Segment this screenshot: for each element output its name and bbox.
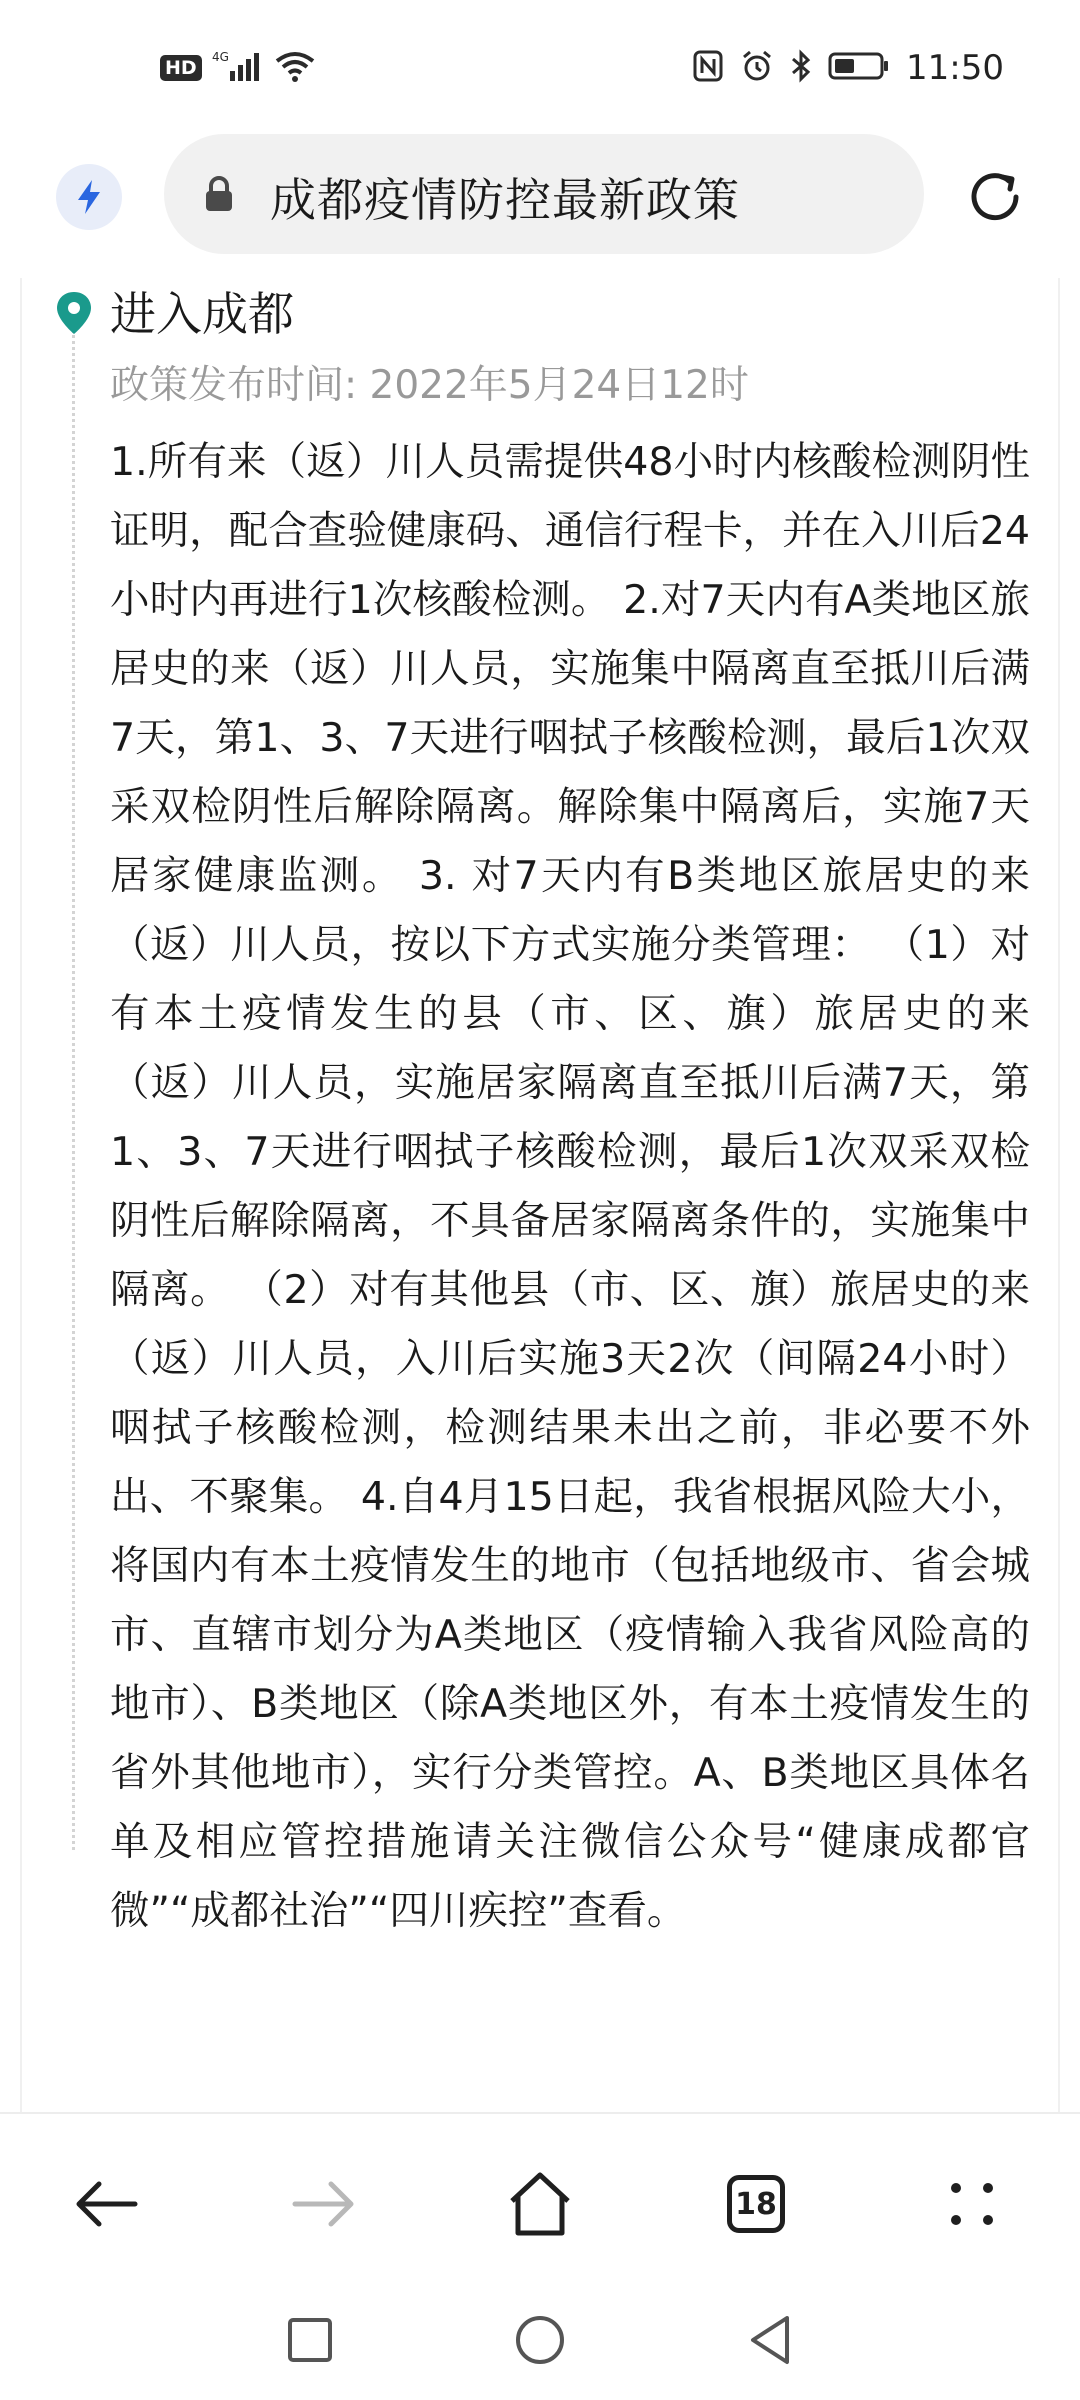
bluetooth-icon <box>790 49 812 87</box>
timeline-line <box>72 330 75 1850</box>
location-pin-icon <box>54 290 94 336</box>
square-icon <box>285 2315 335 2365</box>
reload-button[interactable] <box>962 164 1028 230</box>
arrow-right-icon <box>289 2174 359 2234</box>
clock: 11:50 <box>906 48 1004 88</box>
home-nav-button[interactable] <box>510 2310 570 2370</box>
status-left <box>160 50 316 86</box>
system-nav-bar <box>0 2282 1080 2400</box>
policy-body-text: 1.所有来（返）川人员需提供48小时内核酸检测阴性证明，配合查验健康码、通信行程卡，并在入川后24小时内再进行1次核酸检测。 2.对7天内有A类地区旅居史的来（返）川人员，实施集中隔离直至抵川后满7天，第1、3、7天进行咽拭子核酸检测，最后1次双采双检阴性后解除隔离。解除集中隔离后，实施7天居家健康监测。 3. 对7天内有B类地区旅居史的来（返）川人员，按以下方式实施分类管理： （1）对有本土疫情发生的县（市、区、旗）旅居史的来（返）川人员，实施居家隔离直至抵川后满7天，第1、3、7天进行咽拭子核酸检测，最后1次双采双检阴性后解除隔离，不具备居家隔离条件的，实施集中隔离。 （2）对有其他县（市、区、旗）旅居史的来（返）川人员，入川后实施3天2次（间隔24小时）咽拭子核酸检测，检测结果未出之前，非必要不外出、不聚集。 4.自4月15日起，我省根据风险大小，将国内有本土疫情发生的地市（包括地级市、省会城市、直辖市划分为A类地区（疫情输入我省风险高的地市）、B类地区（除A类地区外，有本土疫情发生的省外其他地市），实行分类管控。A、B类地区具体名单及相应管控措施请关注微信公众号“健康成都官微”“成都社治”“四川疾控”查看。 <box>110 439 1030 1934</box>
address-bar-row <box>0 134 1080 262</box>
publish-time: 政策发布时间: 2022年5月24日12时 <box>110 363 749 408</box>
status-bar <box>0 0 1080 136</box>
alarm-icon <box>740 49 774 87</box>
triangle-back-icon <box>745 2313 795 2367</box>
tabs-button[interactable] <box>716 2164 796 2244</box>
home-button[interactable] <box>500 2164 580 2244</box>
home-icon <box>504 2169 576 2239</box>
refresh-icon <box>962 164 1028 230</box>
quick-action-button[interactable] <box>56 164 122 230</box>
status-right <box>692 48 1004 88</box>
lock-icon <box>202 174 236 214</box>
hd-badge: HD <box>160 55 202 81</box>
battery-icon <box>828 51 890 85</box>
forward-button[interactable] <box>284 2164 364 2244</box>
signal-icon <box>212 49 264 87</box>
circle-icon <box>513 2313 567 2367</box>
policy-content <box>20 278 1060 2112</box>
more-dots-icon <box>942 2174 1002 2234</box>
menu-button[interactable] <box>932 2164 1012 2244</box>
url-text: 成都疫情防控最新政策 <box>270 173 740 227</box>
nfc-icon <box>692 49 724 87</box>
arrow-left-icon <box>71 2174 141 2234</box>
browser-toolbar <box>0 2112 1080 2282</box>
svg-text:4G: 4G <box>211 50 229 64</box>
back-nav-button[interactable] <box>740 2310 800 2370</box>
wifi-icon <box>274 49 316 87</box>
url-field[interactable] <box>164 134 924 254</box>
lightning-icon <box>74 178 104 216</box>
back-button[interactable] <box>66 2164 146 2244</box>
recents-button[interactable] <box>280 2310 340 2370</box>
section-title: 进入成都 <box>110 287 294 341</box>
tab-count: 18 <box>727 2175 785 2233</box>
